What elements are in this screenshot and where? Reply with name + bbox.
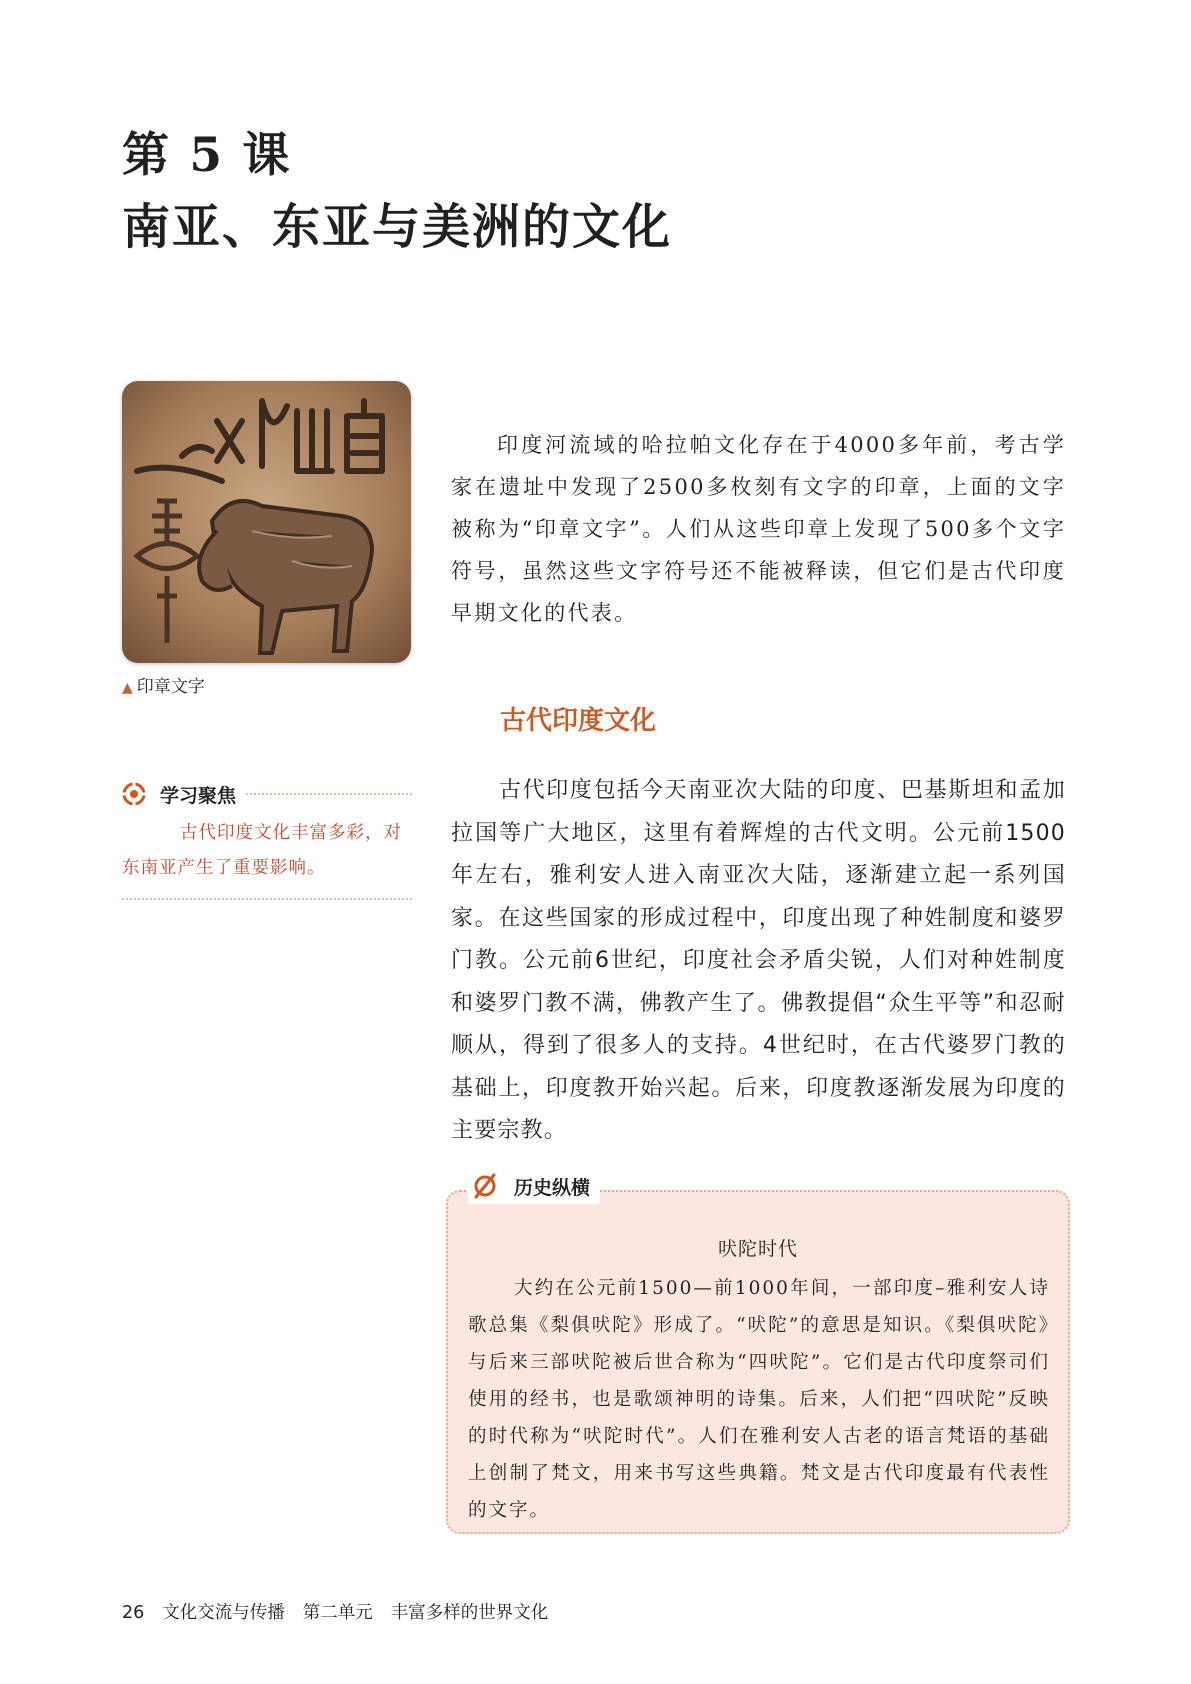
section-body: 古代印度包括今天南亚次大陆的印度、巴基斯坦和孟加拉国等广大地区，这里有着辉煌的古代文明。公元前1500年左右，雅利安人进入南亚次大陆，逐渐建立起一系列国家。在这些国家的形成过程中，印度出现了种姓制度和婆罗门教。公元前6世纪，印度社会矛盾尖锐，人们对种姓制度和婆罗门教不满，佛教产生了。佛教提倡“众生平等”和忍耐顺从，得到了很多人的支持。4世纪时，在古代婆罗门教的基础上，印度教开始兴起。后来，印度教逐渐发展为印度的主要宗教。 (451, 778, 1066, 1143)
unit-title: 丰富多样的世界文化 (390, 1603, 549, 1623)
learning-focus-header (122, 782, 412, 806)
page-number: 26 (122, 1603, 145, 1623)
learning-focus-box (122, 782, 412, 900)
lesson-number: 第 5 课 (122, 128, 292, 183)
seal-script-photo (122, 381, 411, 663)
history-panorama-header (468, 1168, 600, 1204)
history-panorama-box (446, 1176, 1070, 1534)
history-panorama-label: 历史纵横 (514, 1176, 591, 1199)
learning-focus-label: 学习聚焦 (160, 784, 237, 807)
target-icon (122, 782, 146, 806)
intro-paragraph: 印度河流域的哈拉帕文化存在于4000多年前，考古学家在遗址中发现了2500多枚刻有文字的印章，上面的文字被称为“印章文字”。人们从这些印章上发现了500多个文字符号，虽然这些文字符号还不能被释读，但它们是古代印度早期文化的代表。 (451, 433, 1066, 625)
unit-number: 第二单元 (302, 1603, 373, 1623)
learning-focus-text: 古代印度文化丰富多彩，对东南亚产生了重要影响。 (122, 816, 412, 900)
history-text: 大约在公元前1500—前1000年间，一部印度–雅利安人诗歌总集《梨俱吠陀》形成了。“吠陀”的意思是知识。《梨俱吠陀》与后来三部吠陀被后世合称为“四吠陀”。它们是古代印度祭司们使用的经书，也是歌颂神明的诗集。后来，人们把“四吠陀”反映的时代称为“吠陀时代”。人们在雅利安人古老的语言梵语的基础上创制了梵文，用来书写这些典籍。梵文是古代印度最有代表性的文字。 (468, 1278, 1050, 1521)
book-title: 文化交流与传播 (162, 1603, 285, 1623)
history-title: 吠陀时代 (717, 1238, 798, 1260)
dotted-divider (246, 793, 412, 795)
figure-caption (122, 672, 205, 697)
page-footer (122, 1599, 548, 1624)
section-heading: 古代印度文化 (500, 706, 657, 736)
triangle-icon: ▲ (122, 680, 133, 696)
caption-text: 印章文字 (136, 677, 205, 697)
seal-image (122, 381, 411, 663)
lesson-title: 南亚、东亚与美洲的文化 (122, 199, 673, 255)
history-icon (470, 1171, 500, 1201)
